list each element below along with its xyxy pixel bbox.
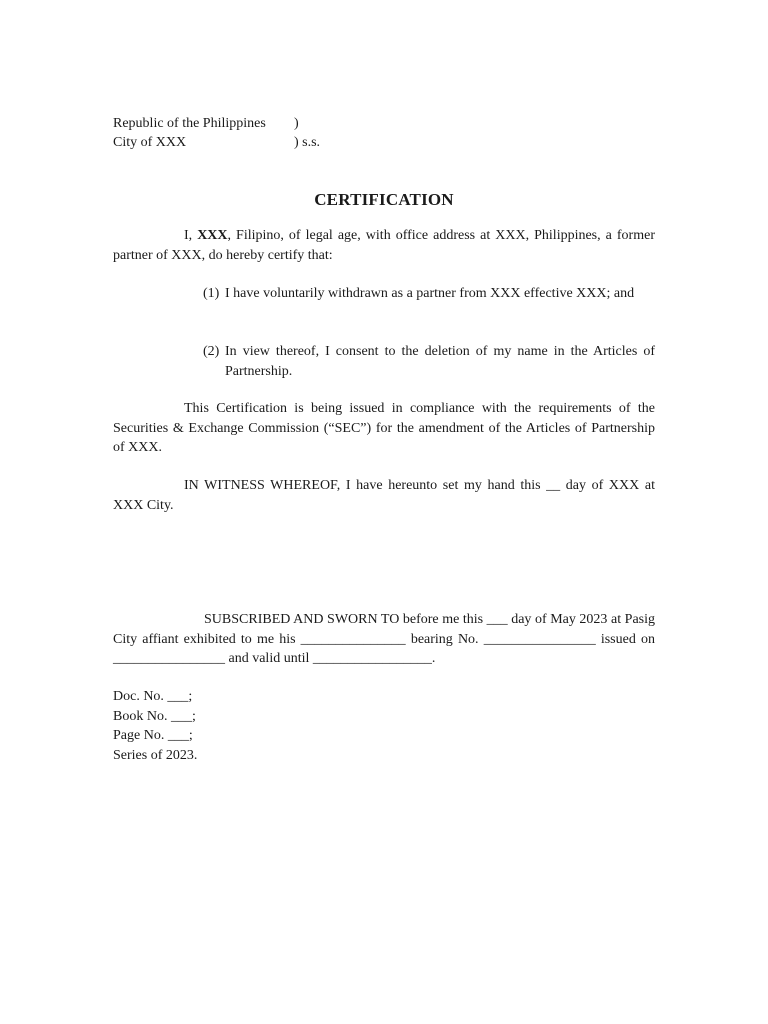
witness-paragraph: IN WITNESS WHEREOF, I have hereunto set my hand this __ day of XXX at XXX City. <box>113 478 655 513</box>
list-item-1-text: I have voluntarily withdrawn as a partner from XXX effective XXX; and <box>225 286 635 301</box>
list-item-1 <box>203 284 655 304</box>
list-item-2-text: In view thereof, I consent to the deletion of my name in the Articles of Partnership. <box>225 344 655 379</box>
notary-doc-no: Doc. No. ___; <box>113 689 193 704</box>
venue-city-ss: ) s.s. <box>294 135 321 150</box>
intro-prefix: I, <box>184 228 198 243</box>
intro-rest: , Filipino, of legal age, with office address at XXX, Philippines, a former partner of XXX, do hereby certify that: <box>113 228 655 263</box>
intro-paragraph <box>113 226 655 265</box>
notary-book-no: Book No. ___; <box>113 708 196 724</box>
list-item-2-number: (2) <box>203 344 220 359</box>
venue-line-republic <box>113 114 373 133</box>
notary-page-no: Page No. ___; <box>113 728 193 743</box>
venue-republic-text: Republic of the Philippines <box>113 116 266 131</box>
notary-details <box>113 687 197 765</box>
venue-line-city <box>113 133 373 152</box>
venue-block <box>113 114 373 152</box>
jurat-paragraph: SUBSCRIBED AND SWORN TO before me this ___ day of May 2023 at Pasig City affiant exhibited to me his _______________ bearing No. ________________ issued on ________________ and valid until _________________. <box>113 612 655 666</box>
document-title: CERTIFICATION <box>314 190 454 209</box>
list-item-2 <box>203 342 655 381</box>
notary-series: Series of 2023. <box>113 747 198 763</box>
intro-name: XXX <box>197 228 228 243</box>
venue-republic-paren: ) <box>294 116 299 131</box>
venue-city-text: City of XXX <box>113 135 187 150</box>
compliance-paragraph: This Certification is being issued in compliance with the requirements of the Securities & Exchange Commission (“SEC”) for the amendment of the Articles of Partnership of XXX. <box>113 401 655 455</box>
list-item-1-number: (1) <box>203 286 220 301</box>
